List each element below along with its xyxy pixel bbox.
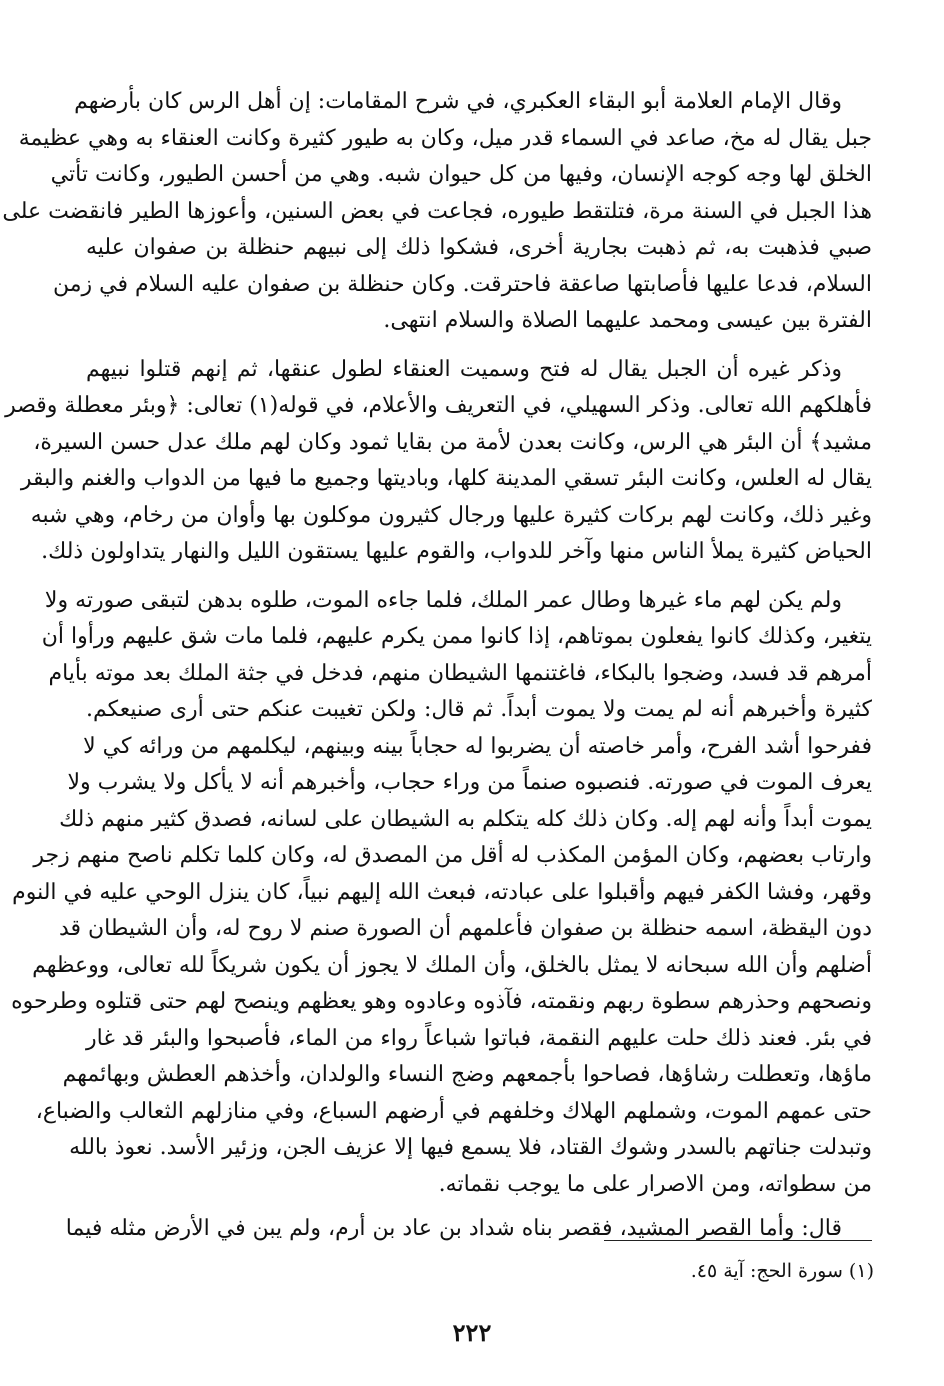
text-line: أمرهم قد فسد، وضجوا بالبكاء، فاغتنمها الشيطان منهم، فدخل في جثة الملك بعد موته بأيام [48,660,872,686]
text-line: ففرحوا أشد الفرح، وأمر خاصته أن يضربوا له حجاباً بينه وبينهم، ليكلمهم من ورائه كي لا [83,733,872,759]
footnote-divider [604,1240,872,1241]
body-text [2,84,872,1248]
text-line: ماؤها، وتعطلت رشاؤها، فصاحوا بأجمعهم وضج النساء والولدان، وأخذهم العطش وبهائمهم [62,1062,872,1087]
text-line: كثيرة وأخبرهم أنه لم يمت ولا يموت أبداً. ثم قال: ولكن تغيبت عنكم حتى أرى صنيعكم. [86,697,872,722]
paragraph-2 [5,352,872,571]
text-line: وارتاب بعضهم، وكان المؤمن المكذب له أقل من المصدق له، وكان كلما تكلم ناصح منهم زجر [33,843,872,868]
text-line: دون اليقظة، اسمه حنظلة بن صفوان فأعلمهم أن الصورة صنم لا روح له، وأن الشيطان قد [58,916,872,941]
text-line: وتبدلت جناتهم بالسدر وشوك القتاد، فلا يسمع فيها إلا عزيف الجن، وزئير الأسد. نعوذ بالله [69,1135,872,1160]
paragraph-1 [2,84,872,340]
text-line: أضلهم وأن الله سبحانه لا يمثل بالخلق، وأن الملك لا يجوز أن يكون شريكاً لله تعالى، ووعظهم [32,952,872,978]
text-line: يقال له العلس، وكانت البئر تسقي المدينة كلها، وباديتها وجميع ما فيها من الدواب والغنم والبقر [20,466,872,491]
text-line: صبي فذهبت به، ثم ذهبت بجارية أخرى، فشكوا ذلك إلى نبيهم حنظلة بن صفوان عليه [86,235,872,260]
paragraph-3 [11,583,872,1204]
text-line: الخلق لها وجه كوجه الإنسان، وفيها من كل حيوان شبه. وهي من أحسن الطيور، وكانت تأتي [50,162,872,187]
page-number: ٢٢٢ [452,1318,492,1347]
text-line: فأهلكهم الله تعالى. وذكر السهيلي، في التعريف والأعلام، في قوله(١) تعالى: ﴿وبئر معطلة وقصر [5,393,872,418]
text-line: ونصحهم وحذرهم سطوة ربهم ونقمته، فآذوه وعادوه وهو يعظهم وينصح لهم حتى قتلوه وطرحوه [11,989,872,1014]
text-line: السلام، فدعا عليها فأصابتها صاعقة فاحترقت. وكان حنظلة بن صفوان عليه السلام في زمن [52,271,872,297]
text-line: من سطواته، ومن الاصرار على ما يوجب نقماته. [438,1171,872,1197]
text-line: قال: وأما القصر المشيد، فقصر بناه شداد بن عاد بن أرم، ولم يبن في الأرض مثله فيما [65,1216,842,1241]
text-line: يعرف الموت في صورته. فنصبوه صنماً من وراء حجاب، وأخبرهم أنه لا يأكل ولا يشرب ولا [67,770,872,795]
footnote: (١) سورة الحج: آية ٤٥. [690,1260,874,1282]
text-line: الحياض كثيرة يملأ الناس منها وآخر للدواب، والقوم عليها يستقون الليل والنهار يتداولون ذلك. [41,539,872,564]
text-line: وغير ذلك، وكانت لهم بركات كثيرة عليها ورجال كثيرون موكلون بها وأوان من رخام، وهي شبه [30,502,872,528]
text-line: وقهر، وفشا الكفر فيهم وأقبلوا على عبادته، فبعث الله إليهم نبياً، كان ينزل الوحي عليه في النوم [12,879,872,905]
text-line: وقال الإمام العلامة أبو البقاء العكبري، في شرح المقامات: إن أهل الرس كان بأرضهم [74,89,842,114]
paragraph-4 [65,1211,872,1248]
text-line: مشيد﴾ أن البئر هي الرس، وكانت بعدن لأمة من بقايا ثمود وكان لهم ملك عدل حسن السيرة، [33,429,872,455]
text-line: حتى عمهم الموت، وشملهم الهلاك وخلفهم في أرضهم السباع، وفي منازلهم الثعالب والضباع، [35,1098,872,1124]
text-line: في بئر. فعند ذلك حلت عليهم النقمة، فباتوا شباعاً رواء من الماء، فأصبحوا والبئر قد غار [86,1025,872,1051]
text-line: ولم يكن لهم ماء غيرها وطال عمر الملك، فلما جاءه الموت، طلوه بدهن لتبقى صورته ولا [44,587,842,613]
text-line: يموت أبداً وأنه لهم إله. وكان ذلك كله يتكلم به الشيطان على لسانه، فصدق كثير منهم ذلك [59,806,872,832]
text-line: الفترة بين عيسى ومحمد عليهما الصلاة والسلام انتهى. [383,308,872,333]
text-line: هذا الجبل في السنة مرة، فتلتقط طيوره، فجاعت في بعض السنين، وأعوزها الطير فانقضت على [2,198,872,224]
text-line: وذكر غيره أن الجبل يقال له فتح وسميت العنقاء لطول عنقها، ثم إنهم قتلوا نبيهم [86,356,842,382]
text-line: جبل يقال له مخ، صاعد في السماء قدر ميل، وكان به طيور كثيرة وكانت العنقاء به وهي عظيمة [18,125,872,151]
text-line: يتغير، وكذلك كانوا يفعلون بموتاهم، إذا كانوا ممن يكرم عليهم، فلما مات شق عليهم ورأوا أن [41,624,872,649]
